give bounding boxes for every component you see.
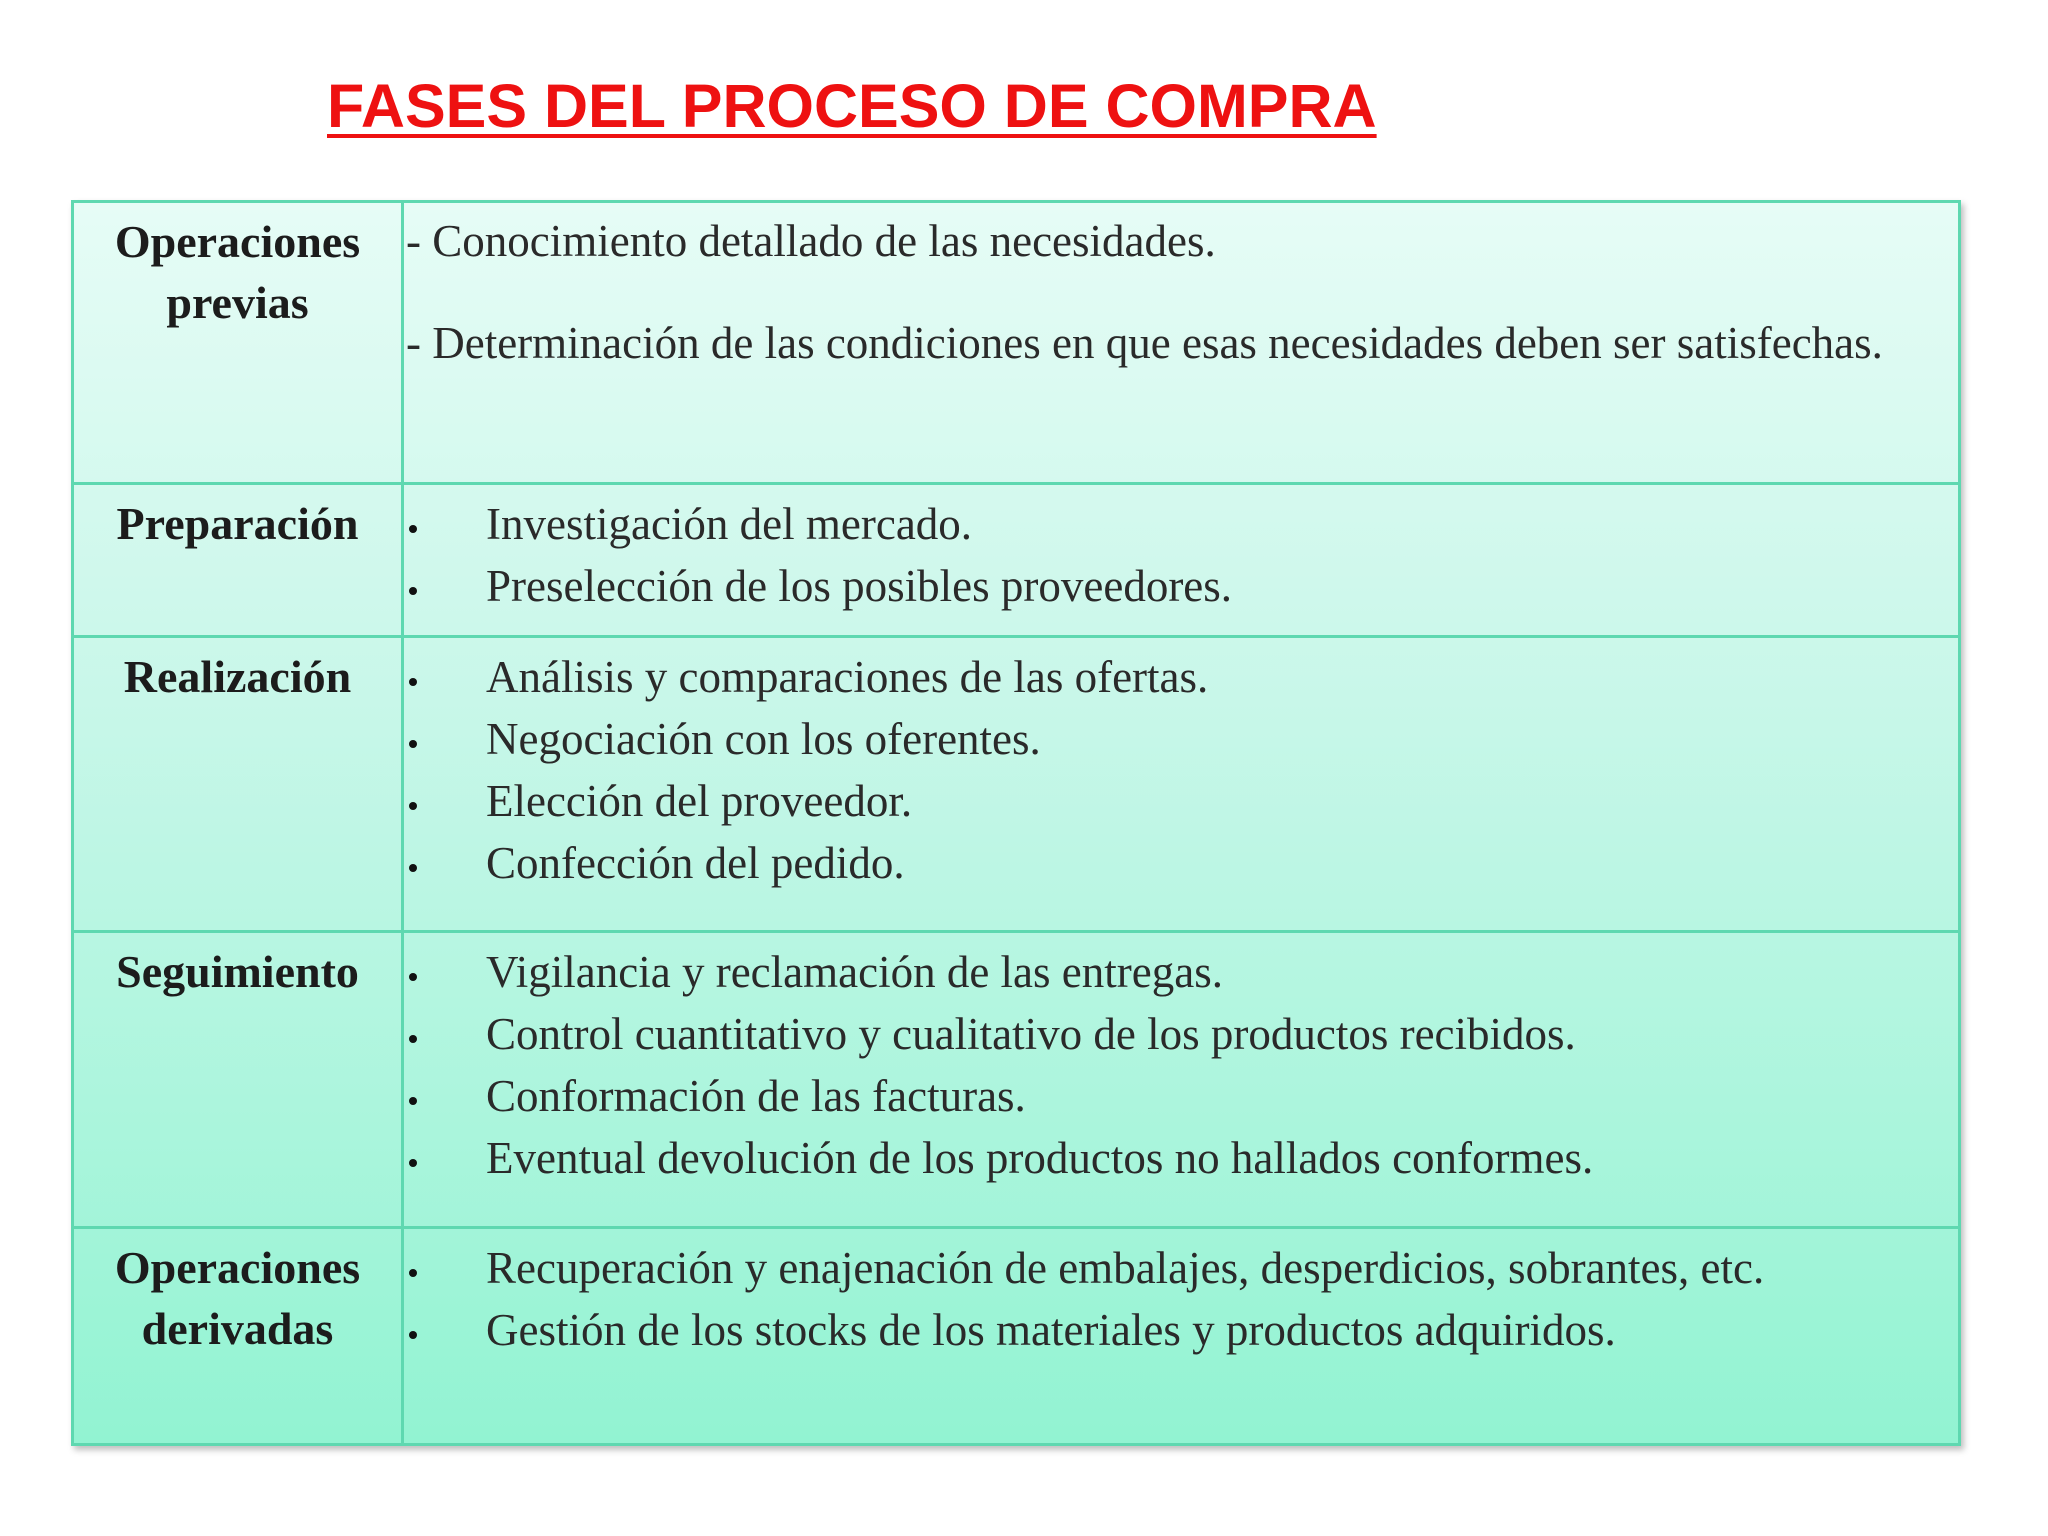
list-item bbox=[406, 1065, 1950, 1127]
phase-label bbox=[74, 493, 401, 554]
list-item-text: Recuperación y enajenación de embalajes, desperdicios, sobrantes, etc. bbox=[486, 1243, 1765, 1293]
list-item-text: Gestión de los stocks de los materiales y productos adquiridos. bbox=[486, 1305, 1616, 1355]
phase-label-line: Operaciones bbox=[114, 1242, 361, 1293]
phase-label-line: previas bbox=[166, 277, 309, 328]
list-item bbox=[406, 555, 1950, 617]
bullet-icon bbox=[409, 1331, 417, 1339]
list-item-text: Conformación de las facturas. bbox=[486, 1071, 1026, 1121]
list-item bbox=[406, 708, 1950, 770]
phase-item-list bbox=[406, 493, 1950, 617]
page-title: FASES DEL PROCESO DE COMPRA bbox=[327, 72, 1377, 140]
bullet-icon bbox=[409, 802, 417, 810]
phases-table bbox=[71, 200, 1961, 1446]
list-item bbox=[406, 646, 1950, 708]
phase-label-line: Seguimiento bbox=[116, 946, 359, 997]
list-item bbox=[406, 1127, 1950, 1189]
phase-item-list bbox=[406, 941, 1950, 1189]
list-item-text: Vigilancia y reclamación de las entregas. bbox=[486, 947, 1223, 997]
list-item bbox=[406, 1299, 1950, 1361]
bullet-icon bbox=[409, 1269, 417, 1277]
list-item-text: Negociación con los oferentes. bbox=[486, 714, 1041, 764]
bullet-icon bbox=[409, 1035, 417, 1043]
bullet-icon bbox=[409, 587, 417, 595]
phase-label bbox=[74, 941, 401, 1002]
list-item bbox=[406, 1003, 1950, 1065]
phase-label-line: Realización bbox=[123, 651, 352, 702]
phase-label-line: Preparación bbox=[116, 498, 359, 549]
list-item-text: Confección del pedido. bbox=[486, 838, 905, 888]
phase-row-seguimiento bbox=[74, 930, 1958, 1226]
phase-row-preparacion bbox=[74, 482, 1958, 635]
phase-label-line: derivadas bbox=[141, 1303, 334, 1354]
list-item-text: Elección del proveedor. bbox=[486, 776, 913, 826]
list-item bbox=[406, 493, 1950, 555]
phase-item-list bbox=[406, 1237, 1950, 1361]
bullet-icon bbox=[409, 1097, 417, 1105]
phase-paragraph: - Determinación de las condiciones en que esas necesidades deben ser satisfechas. bbox=[406, 318, 1883, 368]
list-item bbox=[406, 1237, 1950, 1299]
phase-label bbox=[74, 211, 401, 333]
list-item bbox=[406, 832, 1950, 894]
phase-label bbox=[74, 1237, 401, 1359]
list-item bbox=[406, 770, 1950, 832]
phase-label-line: Operaciones bbox=[114, 216, 361, 267]
bullet-icon bbox=[409, 740, 417, 748]
list-item bbox=[406, 941, 1950, 1003]
phase-row-operaciones-derivadas bbox=[74, 1226, 1958, 1443]
phase-row-realizacion bbox=[74, 635, 1958, 930]
bullet-icon bbox=[409, 864, 417, 872]
list-item-text: Preselección de los posibles proveedores. bbox=[486, 561, 1233, 611]
bullet-icon bbox=[409, 525, 417, 533]
list-item-text: Análisis y comparaciones de las ofertas. bbox=[486, 652, 1209, 702]
list-item-text: Investigación del mercado. bbox=[486, 499, 973, 549]
phase-row-operaciones-previas bbox=[74, 203, 1958, 482]
bullet-icon bbox=[409, 1159, 417, 1167]
bullet-icon bbox=[409, 678, 417, 686]
bullet-icon bbox=[409, 973, 417, 981]
list-item-text: Eventual devolución de los productos no hallados conformes. bbox=[486, 1133, 1594, 1183]
list-item-text: Control cuantitativo y cualitativo de los productos recibidos. bbox=[486, 1009, 1576, 1059]
phase-item-list bbox=[406, 646, 1950, 894]
phase-label bbox=[74, 646, 401, 707]
phase-paragraph: - Conocimiento detallado de las necesidades. bbox=[406, 216, 1216, 266]
